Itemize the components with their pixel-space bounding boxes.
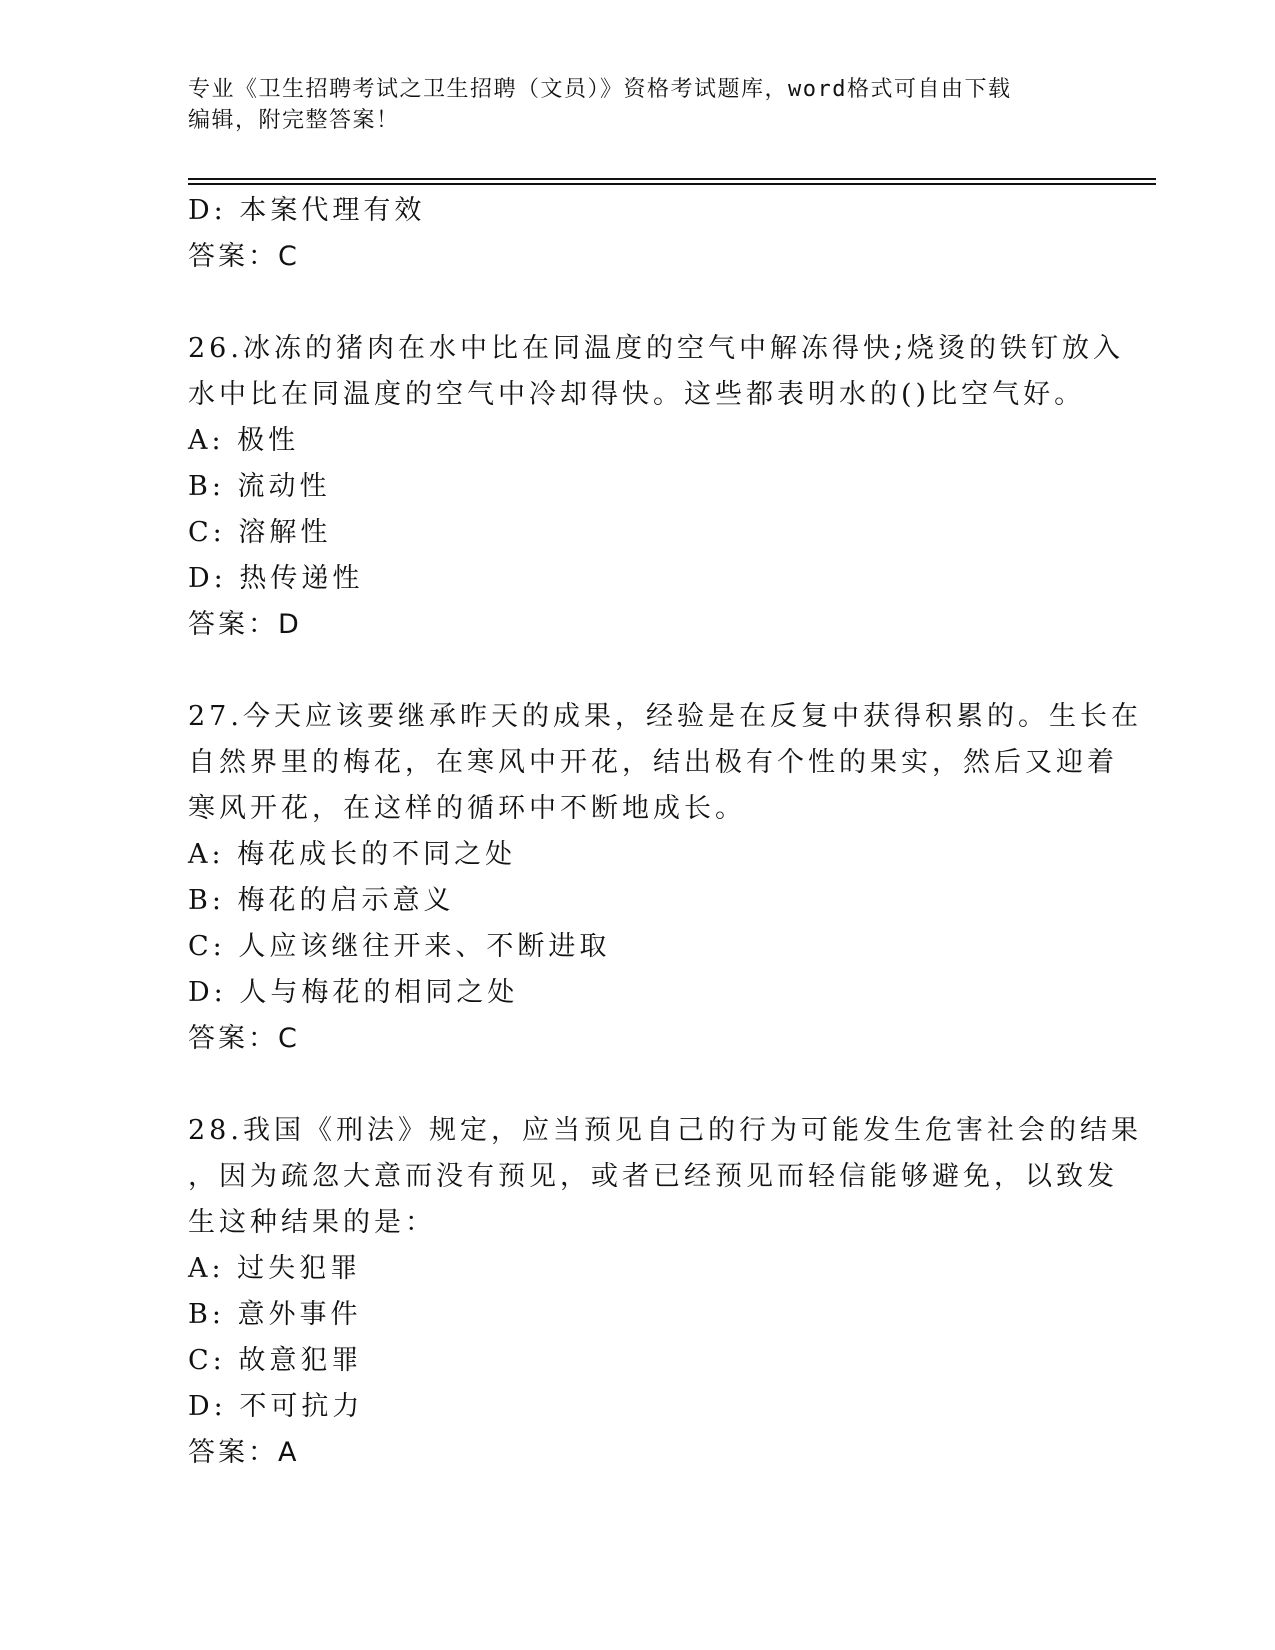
option-d: D: 人与梅花的相同之处 [188,977,519,1008]
option-b: B: 梅花的启示意义 [188,885,455,916]
option-d: D: 不可抗力 [188,1391,364,1422]
option-d: D: 本案代理有效 [188,195,426,226]
option-a: A: 过失犯罪 [188,1253,362,1284]
option-c: C: 人应该继往开来、不断进取 [188,931,611,962]
question-text-line: 26.冰冻的猪肉在水中比在同温度的空气中解冻得快;烧烫的铁钉放入 [188,333,1125,364]
option-c: C: 故意犯罪 [188,1345,363,1376]
question-text-line: 27.今天应该要继承昨天的成果，经验是在反复中获得积累的。生长在 [188,701,1142,732]
document-header [188,74,1068,136]
question-text-line: 28.我国《刑法》规定，应当预见自己的行为可能发生危害社会的结果 [188,1115,1142,1146]
question-list [188,188,1142,1476]
option-b: B: 意外事件 [188,1299,362,1330]
answer-line: 答案：D [188,609,302,640]
option-a: A: 梅花成长的不同之处 [188,839,517,870]
question-text-line: 寒风开花，在这样的循环中不断地成长。 [188,793,746,824]
question-text-line: 自然界里的梅花，在寒风中开花，结出极有个性的果实，然后又迎着 [188,747,1118,778]
question-text-line: 生这种结果的是： [188,1207,436,1238]
answer-line: 答案：A [188,1437,300,1468]
option-c: C: 溶解性 [188,517,332,548]
question-28 [188,1108,1142,1476]
header-rule-bottom [188,183,1156,185]
question-text [188,326,1125,418]
previous-question-tail [188,188,1088,280]
option-d: D: 热传递性 [188,563,364,594]
header-rule-top [188,178,1156,180]
header-line-1: 专业《卫生招聘考试之卫生招聘（文员）》资格考试题库，word格式可自由下载 [188,77,1012,102]
question-text [188,694,1142,832]
answer-line: 答案：C [188,1023,300,1054]
question-text-line: ，因为疏忽大意而没有预见，或者已经预见而轻信能够避免，以致发 [188,1161,1118,1192]
option-a: A: 极性 [188,425,300,456]
question-text [188,1108,1142,1246]
question-26 [188,326,1125,648]
question-text-line: 水中比在同温度的空气中冷却得快。这些都表明水的()比空气好。 [188,379,1086,410]
question-27 [188,694,1142,1062]
option-b: B: 流动性 [188,471,331,502]
header-line-2: 编辑，附完整答案！ [188,108,400,133]
answer-line: 答案：C [188,241,300,272]
